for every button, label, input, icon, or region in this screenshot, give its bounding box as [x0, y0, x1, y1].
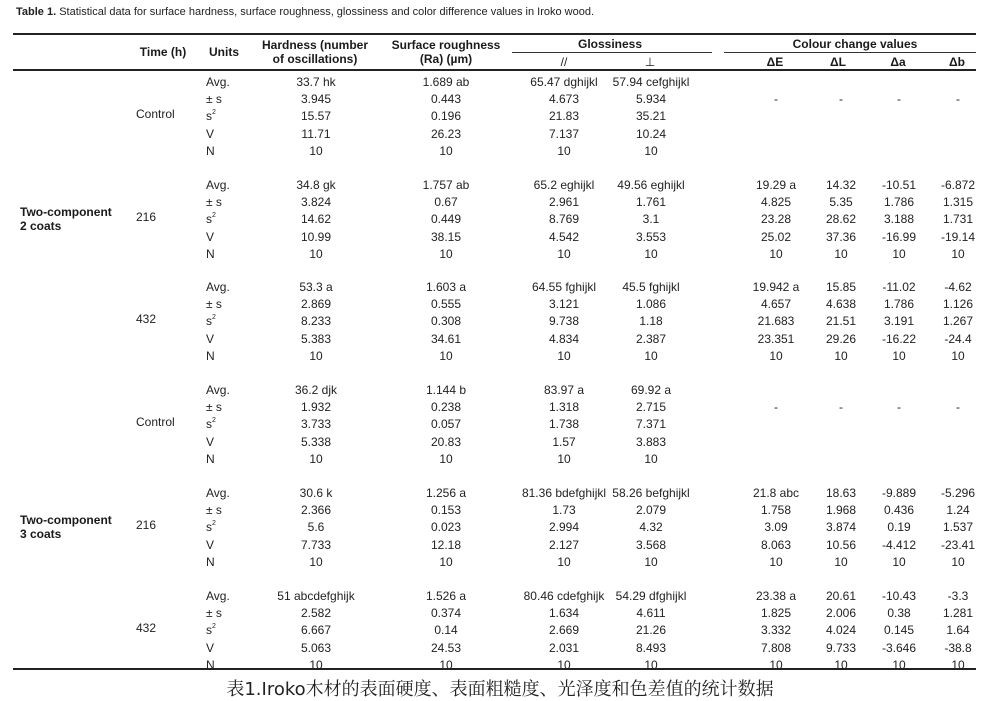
- table-cell: 8.233: [300, 314, 332, 329]
- table-cell: 18.63: [825, 486, 857, 500]
- colour-underline: [724, 52, 976, 53]
- table-cell: 1.318: [548, 400, 580, 415]
- table-cell: 3.553: [635, 229, 667, 244]
- table-cell: -: [774, 400, 778, 415]
- table-cell: 0.308: [430, 314, 462, 329]
- table-cell: 6.667: [300, 623, 332, 638]
- table-cell: 1.603 a: [425, 280, 467, 294]
- table-cell: 0.436: [883, 503, 915, 518]
- table-cell: 2.006: [825, 606, 857, 621]
- table-cell: 10: [309, 657, 323, 672]
- unit-label: ± s: [206, 606, 222, 621]
- superscript: 2: [212, 417, 216, 425]
- table-cell: 10: [892, 348, 906, 363]
- table-cell: 21.51: [825, 314, 857, 329]
- table-cell: 1.267: [942, 314, 974, 329]
- header-units: Units: [209, 45, 239, 59]
- table-cell: 7.733: [300, 537, 332, 552]
- table-header-rule: [13, 69, 976, 71]
- table-cell: 35.21: [635, 109, 667, 124]
- table-cell: 10: [439, 143, 453, 158]
- unit-label: ± s: [206, 195, 222, 210]
- table-cell: 54.29 dfghijkl: [615, 589, 687, 603]
- table-cell: 10: [834, 246, 848, 261]
- unit-label: V: [206, 537, 215, 552]
- table-cell: 83.97 a: [543, 383, 585, 397]
- table-cell: 0.555: [430, 297, 462, 312]
- group-label-line2: 3 coats: [20, 527, 62, 541]
- table-cell: 1.24: [946, 503, 970, 518]
- table-cell: 1.73: [552, 503, 576, 518]
- unit-label: ± s: [206, 400, 222, 415]
- table-cell: 1.537: [942, 520, 974, 535]
- table-cell: 1.738: [548, 417, 580, 432]
- table-cell: -4.412: [881, 537, 917, 552]
- table-cell: 2.869: [300, 297, 332, 312]
- table-cell: 10: [644, 246, 658, 261]
- table-cell: -: [774, 92, 778, 107]
- table-cell: 10: [439, 348, 453, 363]
- table-cell: 7.371: [635, 417, 667, 432]
- table-cell: 5.934: [635, 92, 667, 107]
- table-cell: 11.71: [301, 126, 331, 141]
- table-cell: 2.994: [548, 520, 580, 535]
- unit-label: $s^2$: [206, 212, 216, 227]
- table-cell: 10: [769, 348, 783, 363]
- table-cell: 10: [557, 143, 571, 158]
- table-cell: 1.526 a: [425, 589, 467, 603]
- table-cell: -9.889: [881, 486, 917, 500]
- header-delta-e: ΔE: [766, 55, 784, 69]
- table-cell: 81.36 bdefghijkl: [521, 486, 607, 500]
- unit-label: $s^2$: [206, 109, 216, 124]
- table-cell: 21.8 abc: [752, 486, 800, 500]
- table-cell: 23.351: [757, 331, 795, 346]
- glossiness-underline: [512, 52, 712, 53]
- group-label-line1: Two-component: [20, 205, 112, 219]
- unit-label: $s^2$: [206, 623, 216, 638]
- table-bottom-rule: [13, 668, 976, 670]
- table-cell: 0.023: [430, 520, 462, 535]
- table-cell: 1.144 b: [425, 383, 467, 397]
- table-cell: -11.02: [882, 280, 916, 294]
- table-cell: 0.145: [883, 623, 915, 638]
- table-cell: 3.945: [300, 92, 332, 107]
- table-cell: 10: [892, 554, 906, 569]
- table-cell: 49.56 eghijkl: [617, 178, 685, 192]
- table-cell: 45.5 fghijkl: [622, 280, 680, 294]
- table-cell: 10.24: [635, 126, 667, 141]
- table-cell: 1.761: [635, 195, 667, 210]
- table-cell: 8.063: [760, 537, 792, 552]
- table-cell: 4.024: [825, 623, 857, 638]
- unit-label: N: [206, 246, 215, 261]
- unit-label: Avg.: [206, 589, 230, 603]
- table-cell: 5.383: [300, 331, 332, 346]
- table-cell: 64.55 fghijkl: [531, 280, 597, 294]
- time-label: Control: [136, 107, 175, 122]
- table-cell: 21.83: [548, 109, 580, 124]
- table-cell: 34.8 gk: [296, 178, 336, 192]
- table-cell: 37.36: [825, 229, 857, 244]
- table-cell: 23.38 a: [755, 589, 797, 603]
- superscript: 2: [212, 212, 216, 220]
- table-cell: 26.23: [430, 126, 462, 141]
- table-cell: -16.22: [881, 331, 917, 346]
- table-cell: -: [956, 400, 960, 415]
- table-cell: 10: [951, 554, 965, 569]
- table-cell: 51 abcdefghijk: [277, 589, 355, 603]
- table-cell: -38.8: [944, 640, 972, 655]
- superscript: 2: [212, 623, 216, 631]
- table-cell: 10: [951, 657, 965, 672]
- table-cell: 0.14: [434, 623, 458, 638]
- table-cell: 23.28: [760, 212, 792, 227]
- table-cell: 34.61: [430, 331, 462, 346]
- unit-label: ± s: [206, 503, 222, 518]
- table-cell: -: [897, 92, 901, 107]
- table-cell: 8.493: [635, 640, 667, 655]
- table-cell: 65.2 eghijkl: [533, 178, 595, 192]
- table-cell: 21.683: [757, 314, 795, 329]
- table-cell: 10: [309, 451, 323, 466]
- table-cell: 5.6: [307, 520, 325, 535]
- table-cell: 4.638: [825, 297, 857, 312]
- table-cell: 2.031: [548, 640, 580, 655]
- unit-label: N: [206, 554, 215, 569]
- group-label: [20, 513, 112, 541]
- unit-label: N: [206, 143, 215, 158]
- unit-label: ± s: [206, 92, 222, 107]
- table-cell: -: [956, 92, 960, 107]
- table-cell: 10: [769, 246, 783, 261]
- table-cell: 1.757 ab: [422, 178, 470, 192]
- table-cell: 65.47 dghijkl: [530, 75, 598, 89]
- table-cell: 3.332: [760, 623, 792, 638]
- table-cell: 1.758: [760, 503, 792, 518]
- unit-label: Avg.: [206, 178, 230, 192]
- table-cell: 10: [834, 554, 848, 569]
- unit-label: N: [206, 348, 215, 363]
- table-cell: -3.646: [881, 640, 917, 655]
- time-label: 432: [136, 312, 157, 327]
- time-label: 432: [136, 621, 157, 636]
- table-cell: 24.53: [430, 640, 462, 655]
- unit-label: N: [206, 451, 215, 466]
- table-cell: 1.786: [883, 195, 915, 210]
- header-hardness-line2: of oscillations): [272, 52, 358, 66]
- table-cell: -: [897, 400, 901, 415]
- table-cell: 10: [557, 348, 571, 363]
- unit-label: Avg.: [206, 486, 230, 500]
- table-cell: 10: [951, 246, 965, 261]
- table-cell: 3.824: [300, 195, 332, 210]
- table-cell: 25.02: [760, 229, 792, 244]
- table-cell: 15.57: [300, 109, 332, 124]
- table-cell: 3.121: [548, 297, 580, 312]
- table-cell: 0.19: [887, 520, 911, 535]
- header-gloss-parallel: //: [560, 55, 568, 69]
- table-cell: 10: [892, 657, 906, 672]
- table-cell: 3.874: [825, 520, 857, 535]
- time-label: 216: [136, 518, 157, 533]
- table-cell: 10: [769, 554, 783, 569]
- unit-label: V: [206, 640, 215, 655]
- table-cell: 1.786: [883, 297, 915, 312]
- unit-label: ± s: [206, 297, 222, 312]
- table-cell: 1.731: [942, 212, 974, 227]
- header-gloss-perpendicular: ⊥: [644, 55, 656, 69]
- table-cell: 69.92 a: [630, 383, 672, 397]
- table-cell: 3.09: [764, 520, 788, 535]
- table-cell: 58.26 befghijkl: [612, 486, 690, 500]
- table-cell: 28.62: [825, 212, 857, 227]
- unit-label: V: [206, 229, 215, 244]
- table-cell: 30.6 k: [299, 486, 333, 500]
- table-cell: 0.196: [430, 109, 462, 124]
- header-glossiness: Glossiness: [577, 37, 643, 51]
- table-cell: 19.29 a: [755, 178, 797, 192]
- table-cell: 36.2 djk: [294, 383, 338, 397]
- table-cell: 10: [557, 554, 571, 569]
- table-cell: -5.296: [940, 486, 976, 500]
- table-cell: 10: [557, 451, 571, 466]
- table-cell: 3.1: [642, 212, 660, 227]
- table-cell: -6.872: [940, 178, 976, 192]
- table-cell: 10: [834, 348, 848, 363]
- group-label: [20, 205, 112, 233]
- time-label: Control: [136, 415, 175, 430]
- table-cell: 5.35: [829, 195, 853, 210]
- header-hardness: [250, 38, 380, 66]
- table-cell: 1.256 a: [425, 486, 467, 500]
- table-cell: 33.7 hk: [296, 75, 336, 89]
- table-top-rule: [13, 33, 976, 35]
- header-roughness-line1: Surface roughness: [391, 38, 501, 52]
- table-cell: 0.449: [430, 212, 462, 227]
- translated-caption: 表1.Iroko木材的表面硬度、表面粗糙度、光泽度和色差值的统计数据: [226, 679, 774, 700]
- table-cell: 1.281: [942, 606, 974, 621]
- superscript: 2: [212, 314, 216, 322]
- header-delta-a: Δa: [890, 55, 906, 69]
- table-cell: 2.079: [635, 503, 667, 518]
- table-cell: 10.99: [300, 229, 332, 244]
- table-cell: 1.968: [825, 503, 857, 518]
- table-cell: 8.769: [548, 212, 580, 227]
- table-cell: -4.62: [944, 280, 972, 294]
- table-caption: [16, 6, 594, 18]
- table-cell: 21.26: [635, 623, 667, 638]
- unit-label: V: [206, 331, 215, 346]
- table-cell: 1.64: [946, 623, 970, 638]
- table-cell: 1.086: [635, 297, 667, 312]
- table-cell: 0.443: [430, 92, 462, 107]
- table-cell: 53.3 a: [299, 280, 333, 294]
- unit-label: $s^2$: [206, 520, 216, 535]
- unit-label: $s^2$: [206, 417, 216, 432]
- table-cell: 1.825: [760, 606, 792, 621]
- table-cell: 3.188: [883, 212, 915, 227]
- table-cell: 0.374: [430, 606, 462, 621]
- unit-label: Avg.: [206, 280, 230, 294]
- table-cell: 10: [892, 246, 906, 261]
- table-cell: 10: [644, 348, 658, 363]
- table-cell: 20.83: [430, 434, 462, 449]
- table-cell: 3.733: [300, 417, 332, 432]
- table-cell: 1.634: [548, 606, 580, 621]
- table-cell: -23.41: [940, 537, 976, 552]
- table-cell: 10: [439, 246, 453, 261]
- table-cell: 3.191: [883, 314, 915, 329]
- table-cell: 3.883: [635, 434, 667, 449]
- superscript: 2: [212, 109, 216, 117]
- table-cell: 10: [557, 657, 571, 672]
- table-cell: 2.127: [548, 537, 580, 552]
- unit-label: V: [206, 434, 215, 449]
- group-label-line1: Two-component: [20, 513, 112, 527]
- table-cell: 1.932: [300, 400, 332, 415]
- table-cell: 2.582: [300, 606, 332, 621]
- table-cell: 10: [439, 657, 453, 672]
- table-cell: 2.366: [300, 503, 332, 518]
- table-cell: 15.85: [825, 280, 857, 294]
- unit-label: V: [206, 126, 215, 141]
- table-cell: 5.338: [300, 434, 332, 449]
- table-cell: -10.43: [881, 589, 917, 603]
- table-cell: -: [839, 400, 843, 415]
- table-cell: 1.18: [639, 314, 663, 329]
- time-label: 216: [136, 210, 157, 225]
- unit-label: N: [206, 657, 215, 672]
- table-cell: 4.542: [548, 229, 580, 244]
- table-caption-text: Statistical data for surface hardness, surface roughness, glossiness and color difference values in Iroko wood.: [59, 6, 595, 18]
- unit-label: $s^2$: [206, 314, 216, 329]
- table-cell: 10: [769, 657, 783, 672]
- table-cell: 5.063: [300, 640, 332, 655]
- table-cell: 57.94 cefghijkl: [612, 75, 690, 89]
- table-cell: 10: [309, 143, 323, 158]
- header-delta-l: ΔL: [830, 55, 846, 69]
- table-cell: 19.942 a: [752, 280, 800, 294]
- table-cell: -3.3: [947, 589, 969, 603]
- table-cell: 10: [644, 143, 658, 158]
- table-cell: -: [839, 92, 843, 107]
- table-caption-label: Table 1.: [16, 6, 57, 18]
- table-cell: 3.568: [635, 537, 667, 552]
- table-cell: 7.808: [760, 640, 792, 655]
- table-cell: -19.14: [940, 229, 976, 244]
- header-roughness-line2: (Ra) (µm): [419, 52, 473, 66]
- table-cell: 2.387: [635, 331, 667, 346]
- table-cell: 4.834: [548, 331, 580, 346]
- table-cell: 4.657: [760, 297, 792, 312]
- table-cell: 2.669: [548, 623, 580, 638]
- table-cell: 0.38: [887, 606, 911, 621]
- table-cell: 10: [309, 554, 323, 569]
- table-cell: 9.738: [548, 314, 580, 329]
- table-cell: 4.32: [639, 520, 663, 535]
- group-label-line2: 2 coats: [20, 219, 62, 233]
- table-cell: 2.961: [548, 195, 580, 210]
- table-cell: 10: [557, 246, 571, 261]
- header-time: Time (h): [139, 45, 187, 59]
- table-cell: 10: [439, 554, 453, 569]
- table-cell: 2.715: [635, 400, 667, 415]
- table-cell: 1.689 ab: [422, 75, 470, 89]
- table-cell: 10: [951, 348, 965, 363]
- unit-label: Avg.: [206, 383, 230, 397]
- table-cell: -24.4: [944, 331, 972, 346]
- table-cell: 4.611: [636, 606, 666, 621]
- table-cell: 12.18: [430, 537, 462, 552]
- table-cell: 38.15: [430, 229, 462, 244]
- header-hardness-line1: Hardness (number: [261, 38, 369, 52]
- table-cell: 7.137: [548, 126, 580, 141]
- table-cell: 10: [834, 657, 848, 672]
- unit-label: Avg.: [206, 75, 230, 89]
- table-cell: 14.62: [300, 212, 332, 227]
- table-cell: 0.67: [434, 195, 458, 210]
- table-cell: -10.51: [881, 178, 917, 192]
- table-cell: 1.126: [942, 297, 974, 312]
- table-cell: 10: [309, 348, 323, 363]
- table-cell: 4.673: [548, 92, 580, 107]
- table-cell: 0.153: [430, 503, 462, 518]
- table-cell: 80.46 cdefghijk: [523, 589, 605, 603]
- table-cell: -16.99: [881, 229, 917, 244]
- table-cell: 10: [644, 554, 658, 569]
- table-cell: 9.733: [825, 640, 857, 655]
- header-roughness: [380, 38, 512, 66]
- table-cell: 1.57: [552, 434, 576, 449]
- table-cell: 0.238: [430, 400, 462, 415]
- table-cell: 4.825: [760, 195, 792, 210]
- table-cell: 29.26: [825, 331, 857, 346]
- table-cell: 0.057: [430, 417, 462, 432]
- table-cell: 14.32: [825, 178, 857, 192]
- table-cell: 10: [644, 657, 658, 672]
- table-cell: 1.315: [942, 195, 974, 210]
- superscript: 2: [212, 520, 216, 528]
- table-cell: 10: [644, 451, 658, 466]
- table-cell: 10.56: [825, 537, 857, 552]
- table-cell: 10: [439, 451, 453, 466]
- table-cell: 10: [309, 246, 323, 261]
- header-colour-change: Colour change values: [792, 37, 918, 51]
- table-cell: 20.61: [825, 589, 857, 603]
- header-delta-b: Δb: [949, 55, 965, 69]
